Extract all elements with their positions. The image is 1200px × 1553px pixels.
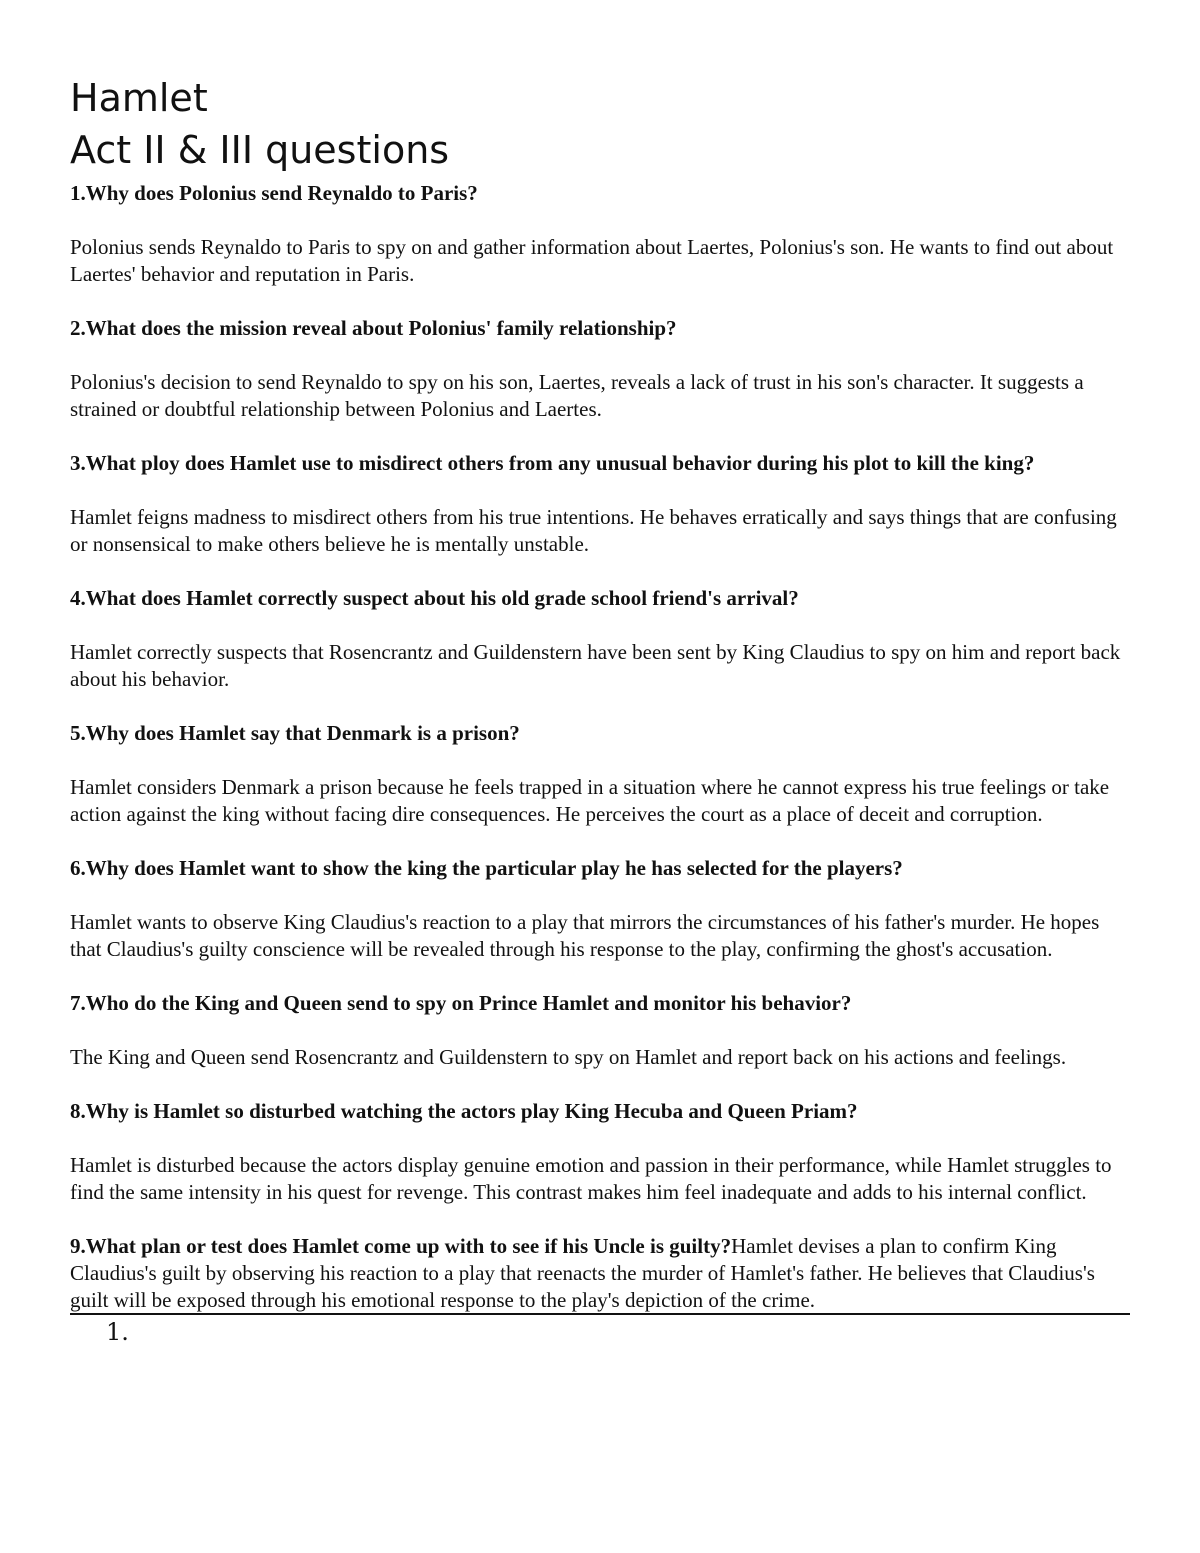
question-2 bbox=[70, 315, 1132, 342]
question-3 bbox=[70, 450, 1132, 477]
question-text: What does Hamlet correctly suspect about his old grade school friend's arrival? bbox=[85, 586, 799, 610]
question-9-with-answer bbox=[70, 1233, 1132, 1314]
question-7 bbox=[70, 990, 1132, 1017]
answer-8: Hamlet is disturbed because the actors display genuine emotion and passion in their performance, while Hamlet struggles to find the same intensity in his quest for revenge. This contrast makes him feel inadequate and adds to his internal conflict. bbox=[70, 1153, 1112, 1204]
qa-item-1 bbox=[70, 180, 1132, 288]
answer-2: Polonius's decision to send Reynaldo to spy on his son, Laertes, reveals a lack of trust in his son's character. It suggests a strained or doubtful relationship between Polonius and Laertes. bbox=[70, 370, 1084, 421]
qa-item-7 bbox=[70, 990, 1132, 1071]
answer-5: Hamlet considers Denmark a prison because he feels trapped in a situation where he cannot express his true feelings or take action against the king without facing dire consequences. He perceives the court as a place of deceit and corruption. bbox=[70, 775, 1110, 826]
question-number: 6. bbox=[70, 856, 86, 880]
question-number: 9. bbox=[70, 1234, 86, 1258]
qa-list bbox=[70, 180, 1132, 1315]
question-text: Who do the King and Queen send to spy on Prince Hamlet and monitor his behavior? bbox=[85, 991, 852, 1015]
question-number: 1. bbox=[70, 181, 86, 205]
question-number: 7. bbox=[70, 991, 86, 1015]
document-title: Hamlet bbox=[70, 76, 208, 120]
answer-6: Hamlet wants to observe King Claudius's reaction to a play that mirrors the circumstances of his father's murder. He hopes that Claudius's guilty conscience will be revealed through his response to the play, confirming the ghost's accusation. bbox=[70, 910, 1100, 961]
qa-item-9 bbox=[70, 1233, 1132, 1315]
qa-item-6 bbox=[70, 855, 1132, 963]
question-number: 5. bbox=[70, 721, 86, 745]
qa-item-4 bbox=[70, 585, 1132, 693]
question-text: Why does Hamlet say that Denmark is a prison? bbox=[85, 721, 520, 745]
question-text: Why is Hamlet so disturbed watching the actors play King Hecuba and Queen Priam? bbox=[85, 1099, 858, 1123]
answer-1: Polonius sends Reynaldo to Paris to spy on and gather information about Laertes, Polonius's son. He wants to find out about Laertes' behavior and reputation in Paris. bbox=[70, 235, 1114, 286]
qa-item-5 bbox=[70, 720, 1132, 828]
question-text: What ploy does Hamlet use to misdirect others from any unusual behavior during his plot to kill the king? bbox=[85, 451, 1035, 475]
list-number-marker: 1. bbox=[106, 1318, 129, 1346]
qa-item-3 bbox=[70, 450, 1132, 558]
question-number: 4. bbox=[70, 586, 86, 610]
question-text: What plan or test does Hamlet come up with to see if his Uncle is guilty? bbox=[85, 1234, 732, 1258]
question-text: Why does Hamlet want to show the king the particular play he has selected for the players? bbox=[85, 856, 903, 880]
question-text: What does the mission reveal about Polonius' family relationship? bbox=[85, 316, 677, 340]
answer-7: The King and Queen send Rosencrantz and Guildenstern to spy on Hamlet and report back on his actions and feelings. bbox=[70, 1045, 1067, 1069]
answer-9: Hamlet devises a plan to confirm King Claudius's guilt by observing his reaction to a play that reenacts the murder of Hamlet's father. He believes that Claudius's guilt will be exposed through his emotional response to the play's depiction of the crime. bbox=[70, 1234, 1095, 1312]
document-page bbox=[70, 72, 1132, 1347]
question-5 bbox=[70, 720, 1132, 747]
question-text: Why does Polonius send Reynaldo to Paris? bbox=[85, 181, 478, 205]
question-1 bbox=[70, 180, 1132, 207]
answer-4: Hamlet correctly suspects that Rosencrantz and Guildenstern have been sent by King Claudius to spy on him and report back about his behavior. bbox=[70, 640, 1121, 691]
question-8 bbox=[70, 1098, 1132, 1125]
question-number: 8. bbox=[70, 1099, 86, 1123]
question-4 bbox=[70, 585, 1132, 612]
document-subtitle: Act II & III questions bbox=[70, 128, 450, 172]
qa-item-2 bbox=[70, 315, 1132, 423]
answer-3: Hamlet feigns madness to misdirect others from his true intentions. He behaves erratically and says things that are confusing or nonsensical to make others believe he is mentally unstable. bbox=[70, 505, 1117, 556]
question-number: 3. bbox=[70, 451, 86, 475]
question-6 bbox=[70, 855, 1132, 882]
question-number: 2. bbox=[70, 316, 86, 340]
qa-item-8 bbox=[70, 1098, 1132, 1206]
